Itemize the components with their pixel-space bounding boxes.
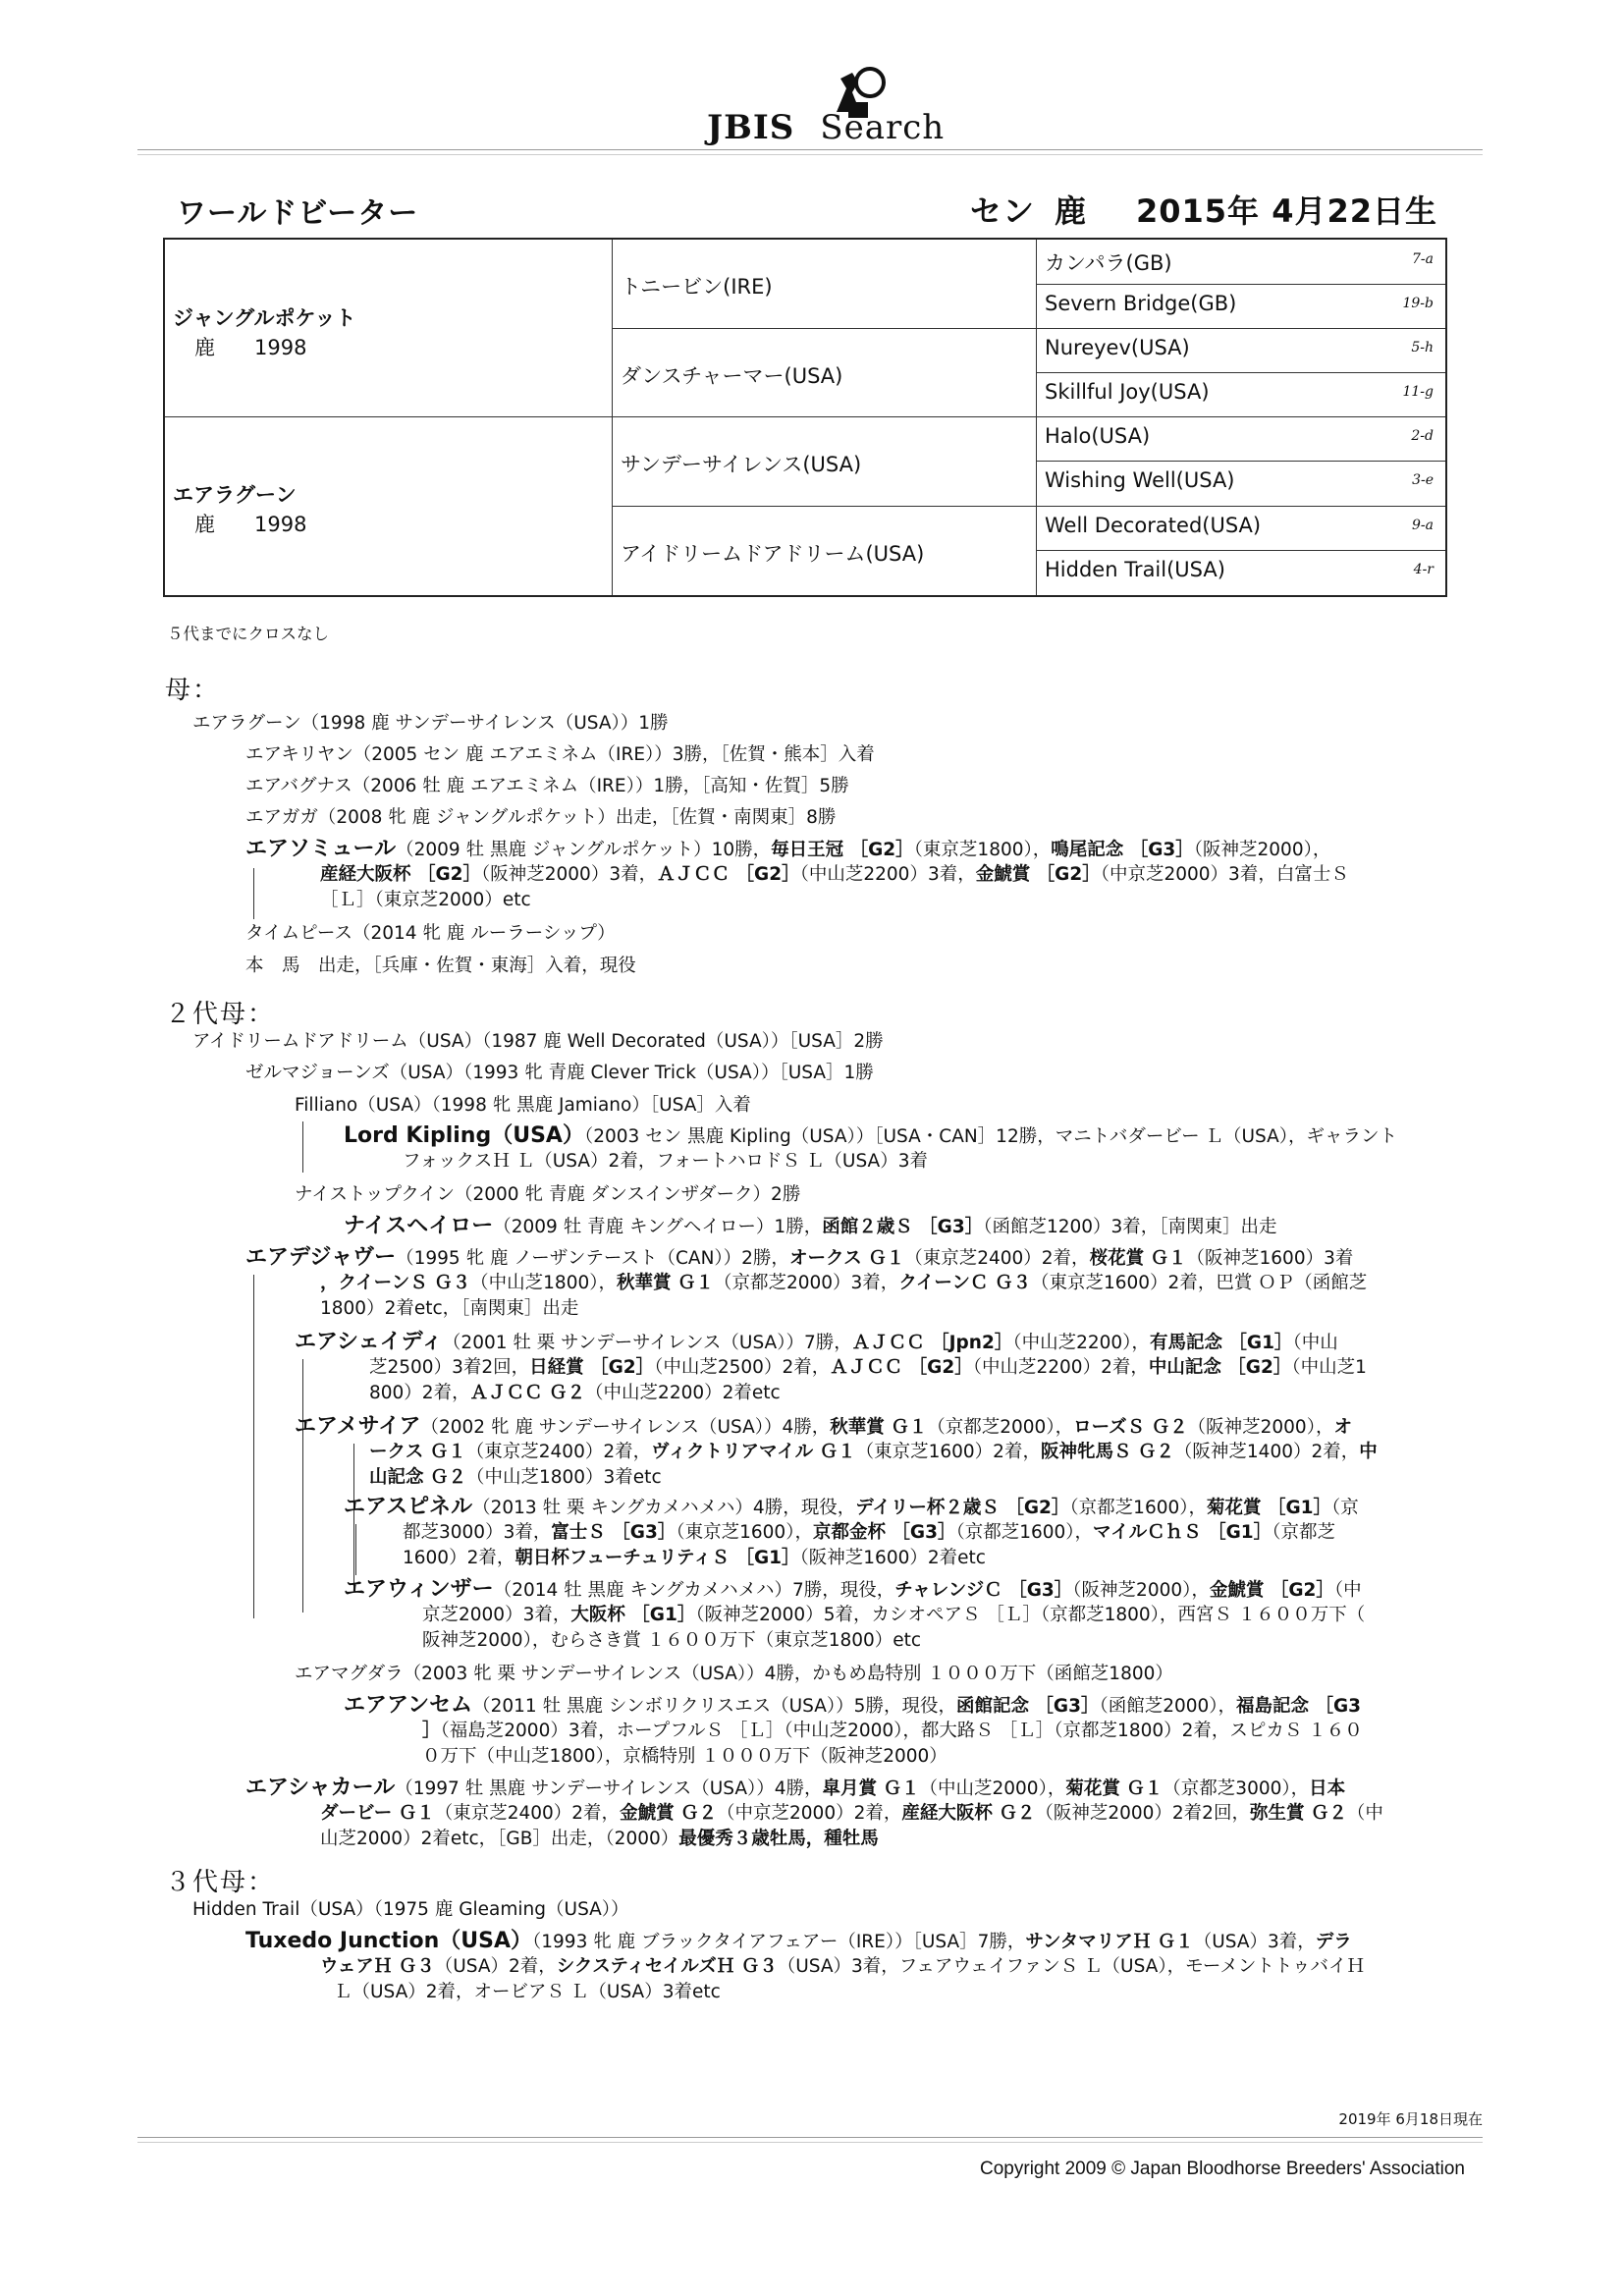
g2-dam-sire[interactable]: サンデーサイレンス(USA) [621,453,862,476]
list-item: 芝2500）3着2回，日経賞 ［G2］（中山芝2500）2着，ＡＪＣＣ ［G2］（中山芝2200）2着，中山記念 ［G2］（中山芝1 [369,1357,1367,1378]
list-item: 1800）2着etc，［南関東］出走 [320,1298,579,1319]
table-divider [612,506,1445,507]
list-item: エアキリヤン（2005 セン 鹿 エアエミネム（IRE））3勝，［佐賀・熊本］入着 [245,744,875,765]
list-item: アイドリームドアドリーム（USA）（1987 鹿 Well Decorated（USA））［USA］2勝 [192,1031,884,1052]
table-divider [1036,461,1445,462]
sire-details: 鹿 1998 [194,336,307,359]
g2-sire-sire[interactable]: トニービン(IRE) [621,275,773,299]
horse-name: ワールドビーター [177,196,419,231]
section-second-dam: ２代母： [165,1000,276,1029]
cross-note: ５代までにクロスなし [167,625,329,643]
list-item: エアラグーン（1998 鹿 サンデーサイレンス（USA））1勝 [192,713,669,734]
g3-ancestor[interactable]: Skillful Joy(USA) [1045,380,1210,404]
family-number: 11-g [1402,384,1434,400]
list-item: タイムピース（2014 牝 鹿 ルーラーシップ） [245,923,616,944]
list-item: エアシャカール（1997 牡 黒鹿 サンデーサイレンス（USA））4勝，皐月賞 Ｇ１（中山芝2000），菊花賞 Ｇ１（京都芝3000），日本 [245,1776,1346,1800]
table-divider [1036,240,1037,595]
list-item: エアガガ（2008 牝 鹿 ジャングルポケット）出走，［佐賀・南関東］8勝 [245,807,837,828]
family-number: 2-d [1411,428,1434,444]
indent-bar [253,868,254,919]
table-divider [1036,372,1445,373]
dam-cell[interactable] [173,479,306,538]
table-divider [612,240,613,595]
list-item: ウェアＨ Ｇ３（USA）2着，シクスティセイルズＨ Ｇ３（USA）3着，フェアウェイファンＳ Ｌ（USA），モーメントトゥバイＨ [320,1956,1365,1977]
list-item: Tuxedo Junction（USA）（1993 牝 鹿 ブラックタイアフェアー（IRE））［USA］7勝，サンタマリアＨ Ｇ１（USA）3着，デラ [245,1929,1352,1953]
table-divider [612,328,1445,329]
list-item: Hidden Trail（USA）（1975 鹿 Gleaming（USA）） [192,1899,629,1920]
horse-info [950,187,1437,232]
list-item: エアアンセム（2011 牡 黒鹿 シンボリクリスエス（USA））5勝，現役，函館記念 ［G3］（函館芝2000），福島記念 ［G3 [344,1693,1362,1718]
horse-birth: 2015年 4月22日生 [1135,192,1437,230]
list-item: 京芝2000）3着，大阪杯 ［G1］（阪神芝2000）5着，カシオペアＳ ［Ｌ］（京都芝1800），西宮Ｓ １６００万下（ [422,1605,1366,1625]
list-item: エアスピネル（2013 牡 栗 キングカメハメハ）4勝，現役，デイリー杯２歳Ｓ ［G2］（京都芝1600），菊花賞 ［G1］（京 [344,1495,1359,1519]
table-divider [165,416,1445,417]
list-item: Filliano（USA）（1998 牝 黒鹿 Jamiano）［USA］入着 [295,1095,751,1116]
footer-rule [137,2137,1483,2138]
list-item: 本 馬 出走，［兵庫・佐賀・東海］入着，現役 [245,956,636,976]
list-item: エアマグダラ（2003 牝 栗 サンデーサイレンス（USA））4勝，かもめ島特別 １０００万下（函館芝1800） [295,1664,1173,1684]
section-dam: 母： [165,676,221,705]
list-item: 山記念 Ｇ２（中山芝1800）3着etc [369,1467,662,1488]
g3-ancestor[interactable]: Severn Bridge(GB) [1045,292,1237,315]
copyright: Copyright 2009 © Japan Bloodhorse Breeders' Association [980,2159,1465,2179]
horse-sex: セン [969,192,1035,230]
dam-name: エアラグーン [173,483,297,507]
footer-rule [137,2142,1483,2143]
as-of-date: 2019年 6月18日現在 [1338,2110,1483,2128]
list-item: エアシェイディ（2001 牡 栗 サンデーサイレンス（USA））7勝，ＡＪＣＣ ［Jpn2］（中山芝2200），有馬記念 ［G1］（中山 [295,1330,1338,1354]
list-item: 1600）2着，朝日杯フューチュリティＳ ［G1］（阪神芝1600）2着etc [403,1548,986,1568]
g3-ancestor[interactable]: カンパラ(GB) [1045,251,1172,275]
family-number: 3-e [1412,472,1434,488]
g2-sire-dam[interactable]: ダンスチャーマー(USA) [621,364,843,388]
g3-ancestor[interactable]: Hidden Trail(USA) [1045,558,1225,581]
horse-color: 鹿 [1054,192,1087,230]
list-item: 産経大阪杯 ［G2］（阪神芝2000）3着，ＡＪＣＣ ［G2］（中山芝2200）3着，金鯱賞 ［G2］（中京芝2000）3着，白富士Ｓ [320,864,1349,885]
table-divider [1036,284,1445,285]
g3-ancestor[interactable]: Nureyev(USA) [1045,336,1190,359]
indent-bar [355,1524,356,1575]
list-item: エアソミュール（2009 牡 黒鹿 ジャングルポケット）10勝，毎日王冠 ［G2］（東京芝1800），鳴尾記念 ［G3］（阪神芝2000）， [245,837,1331,861]
pedigree-table [163,238,1447,597]
list-item: Lord Kipling（USA）（2003 セン 黒鹿 Kipling（USA））［USA・CAN］12勝，マニトバダービー Ｌ（USA），ギャラント [344,1123,1398,1148]
family-number: 5-h [1411,340,1434,355]
logo-wordmark: JBIS Search [707,108,946,147]
family-number: 19-b [1402,296,1434,311]
list-item: ークス Ｇ１（東京芝2400）2着，ヴィクトリアマイル Ｇ１（東京芝1600）2着，阪神牝馬Ｓ Ｇ２（阪神芝1400）2着，中 [369,1442,1378,1462]
jbis-search-logo[interactable] [707,59,962,147]
list-item: ナイストップクイン（2000 牝 青鹿 ダンスインザダーク）2勝 [295,1184,801,1205]
family-number: 7-a [1412,251,1434,267]
g2-dam-dam[interactable]: アイドリームドアドリーム(USA) [621,542,925,566]
list-item: エアウィンザー（2014 牡 黒鹿 キングカメハメハ）7勝，現役，チャレンジＣ ［G3］（阪神芝2000），金鯱賞 ［G2］（中 [344,1577,1362,1602]
list-item: フォックスＨ Ｌ（USA）2着，フォートハロドＳ Ｌ（USA）3着 [403,1151,928,1172]
g3-ancestor[interactable]: Wishing Well(USA) [1045,468,1235,492]
list-item: エアバグナス（2006 牡 鹿 エアエミネム（IRE））1勝，［高知・佐賀］5勝 [245,776,849,796]
list-item: 800）2着，ＡＪＣＣ Ｇ２（中山芝2200）2着etc [369,1383,781,1403]
dam-details: 鹿 1998 [194,513,307,536]
section-third-dam: ３代母： [165,1868,276,1897]
indent-bar [253,1275,254,1618]
list-item: ナイスヘイロー（2009 牡 青鹿 キングヘイロー）1勝，函館２歳Ｓ ［G3］（函館芝1200）3着，［南関東］出走 [344,1214,1277,1238]
family-number: 4-r [1413,562,1434,577]
header-rule [137,154,1483,155]
table-divider [1036,550,1445,551]
sire-cell[interactable] [173,302,355,361]
list-item: ゼルマジョーンズ（USA）（1993 牝 青鹿 Clever Trick（USA））［USA］1勝 [245,1063,874,1083]
list-item: ，クイーンＳ Ｇ３（中山芝1800），秋華賞 Ｇ１（京都芝2000）3着，クイーンＣ Ｇ３（東京芝1600）2着，巴賞 ＯＰ（函館芝 [320,1273,1368,1293]
list-item: エアデジャヴー（1995 牝 鹿 ノーザンテースト（CAN））2勝，オークス Ｇ１（東京芝2400）2着，桜花賞 Ｇ１（阪神芝1600）3着 [245,1245,1354,1270]
list-item: ］（福島芝2000）3着，ホープフルＳ ［Ｌ］（中山芝2000），都大路Ｓ ［Ｌ］（京都芝1800）2着，スピカＳ １６０ [422,1721,1363,1741]
list-item: ０万下（中山芝1800），京橋特別 １０００万下（阪神芝2000） [422,1746,947,1767]
header-rule [137,149,1483,150]
sire-name: ジャングルポケット [173,306,356,330]
list-item: Ｌ（USA）2着，オービアＳ Ｌ（USA）3着etc [334,1982,721,2002]
g3-ancestor[interactable]: Halo(USA) [1045,424,1151,448]
list-item: 山芝2000）2着etc，［GB］出走，（2000）最優秀３歳牡馬，種牡馬 [320,1829,879,1849]
list-item: ［Ｌ］（東京芝2000）etc [320,890,531,910]
list-item: エアメサイア（2002 牝 鹿 サンデーサイレンス（USA））4勝，秋華賞 Ｇ１（京都芝2000），ローズＳ Ｇ２（阪神芝2000），オ [295,1414,1352,1439]
family-number: 9-a [1412,518,1434,533]
list-item: 都芝3000）3着，富士Ｓ ［G3］（東京芝1600），京都金杯 ［G3］（京都芝1600），マイルＣｈＳ ［G1］（京都芝 [403,1522,1335,1543]
list-item: 阪神芝2000），むらさき賞 １６００万下（東京芝1800）etc [422,1630,922,1651]
g3-ancestor[interactable]: Well Decorated(USA) [1045,514,1262,537]
list-item: ダービー Ｇ１（東京芝2400）2着，金鯱賞 Ｇ２（中京芝2000）2着，産経大阪杯 Ｇ２（阪神芝2000）2着2回，弥生賞 Ｇ２（中 [320,1803,1383,1824]
indent-bar [302,1121,303,1173]
indent-bar [302,1359,303,1613]
